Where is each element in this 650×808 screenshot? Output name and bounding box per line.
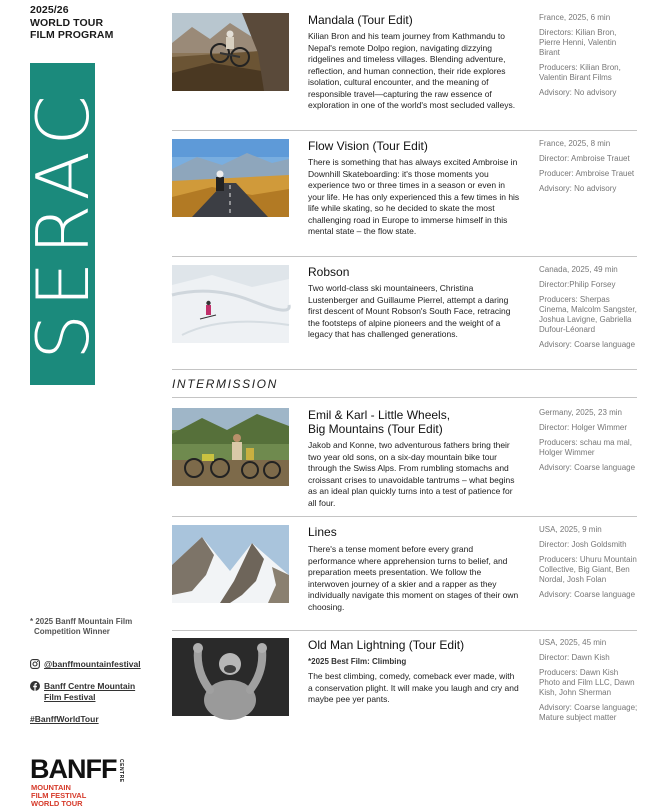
film-thumbnail-emil-karl — [172, 408, 289, 486]
film-thumbnail-mandala — [172, 13, 289, 91]
facebook-name-line2[interactable]: Film Festival — [44, 692, 96, 702]
film-meta — [539, 265, 639, 355]
program-line-film-program: FILM PROGRAM — [30, 29, 114, 41]
film-directors: Director:Philip Forsey — [539, 280, 616, 289]
film-thumbnail-flow-vision — [172, 139, 289, 217]
film-meta — [539, 525, 639, 605]
film-advisory: Advisory: Coarse language — [539, 340, 636, 349]
film-description: Two world-class ski mountaineers, Christina Lustenberger and Guillaume Pierrel, attempt a daring first descent of Mount Robson's South Face, retracing the footsteps of alpine pioneers and the weight of a legacy that has challenged generations. — [308, 283, 511, 339]
intermission-label: INTERMISSION — [172, 377, 278, 391]
film-advisory: Advisory: Coarse language — [539, 590, 636, 599]
instagram-icon — [30, 659, 40, 669]
film-directors: Director: Ambroise Trauet — [539, 154, 630, 163]
film-award-tag: *2025 Best Film: Climbing — [308, 657, 407, 666]
film-title — [308, 408, 518, 436]
instagram-link[interactable] — [30, 659, 141, 670]
logo-line-film-festival: FILM FESTIVAL — [31, 790, 87, 800]
logo-line-mountain: MOUNTAIN — [31, 783, 71, 792]
skier-mountain-photo — [172, 525, 289, 603]
instagram-handle[interactable]: @banffmountainfestival — [44, 659, 141, 669]
film-advisory: Advisory: No advisory — [539, 184, 617, 193]
film-producers: Producer: Ambroise Trauet — [539, 169, 635, 178]
divider — [172, 130, 637, 131]
film-title: Old Man Lightning (Tour Edit) — [308, 638, 465, 652]
film-origin: France, 2025, 6 min — [539, 13, 611, 22]
film-title: Mandala (Tour Edit) — [308, 13, 413, 27]
facebook-icon — [30, 681, 40, 691]
film-producers: Producers: Sherpas Cinema, Malcolm Sangster, Joshua Lavigne, Gabriella Dufour-Léonard — [539, 295, 637, 334]
film-thumbnail-lines — [172, 525, 289, 603]
film-title-line1: Emil & Karl - Little Wheels, — [308, 408, 451, 422]
facebook-link[interactable] — [30, 681, 135, 703]
film-description: Kilian Bron and his team journey from Kathmandu to Nepal's remote Dolpo region, navigating dizzying ridgelines and timeless villages. Blending adventure, reflection, and human connection, their ride explores isolation, cultural encounter, and the meaning of responsible travel—capturing the raw essence of exploration in one of the world's most secluded valleys. — [308, 31, 516, 110]
film-producers: Producers: schau ma mal, Holger Wimmer — [539, 438, 632, 457]
logo-line-world-tour: WORLD TOUR — [31, 798, 83, 808]
film-directors: Director: Dawn Kish — [539, 653, 610, 662]
climber-portrait-photo — [172, 638, 289, 716]
divider — [172, 369, 637, 370]
film-title: Lines — [308, 525, 337, 539]
winner-note-line2: Competition Winner — [34, 627, 110, 636]
film-meta — [539, 139, 639, 199]
hashtag-link[interactable] — [30, 714, 99, 725]
film-meta — [539, 638, 639, 728]
divider — [172, 630, 637, 631]
film-origin: USA, 2025, 45 min — [539, 638, 607, 647]
winner-note — [30, 617, 132, 637]
film-description: There is something that has always excited Ambroise in Downhill Skateboarding: it's those moments you experience two or three times in a season or even in your life. He has only experienced this a few times in his life while skating, so he decided to skate the most challenging road in Europe to immerse himself in this mental state – the flow state. — [308, 157, 520, 236]
film-directors: Director: Josh Goldsmith — [539, 540, 627, 549]
film-meta — [539, 13, 639, 103]
family-bike-tour-photo — [172, 408, 289, 486]
program-line-world-tour: WORLD TOUR — [30, 16, 104, 29]
film-origin: France, 2025, 8 min — [539, 139, 611, 148]
film-thumbnail-robson — [172, 265, 289, 343]
film-advisory: Advisory: Coarse language; Mature subject matter — [539, 703, 638, 722]
program-title-word: SERAC — [20, 88, 105, 360]
film-producers: Producers: Dawn Kish Photo and Film LLC, Dawn Kish, John Sherman — [539, 668, 635, 697]
film-title: Robson — [308, 265, 350, 279]
film-directors: Directors: Kilian Bron, Pierre Henni, Valentin Birant — [539, 28, 617, 57]
logo-centre: CENTRE — [118, 759, 124, 783]
program-header — [30, 4, 113, 42]
film-advisory: Advisory: Coarse language — [539, 463, 636, 472]
facebook-name-line1[interactable]: Banff Centre Mountain — [44, 681, 136, 691]
film-origin: Germany, 2025, 23 min — [539, 408, 623, 417]
film-description: There's a tense moment before every grand performance where apprehension turns to belief, and preparation meets presentation. We follow the interwoven journey of a skier and a rapper as they individually navigate this moment on stages of their own choosing. — [308, 544, 519, 612]
program-season: 2025/26 — [30, 4, 69, 16]
divider — [172, 397, 637, 398]
winner-note-line1: * 2025 Banff Mountain Film — [30, 617, 133, 626]
film-title: Flow Vision (Tour Edit) — [308, 139, 428, 153]
hashtag-text[interactable]: #BanffWorldTour — [30, 714, 99, 724]
film-description: Jakob and Konne, two adventurous fathers bring their two year old sons, on a six-day mountain bike tour through the Swiss Alps. From rumbling stomachs and croissant crises to unavoidable tantrums – what begins as an ideal plan quickly turns into a test of patience for all four. — [308, 440, 515, 508]
film-origin: USA, 2025, 9 min — [539, 525, 602, 534]
banff-logo — [30, 755, 140, 808]
mountain-bike-photo — [172, 13, 289, 91]
film-origin: Canada, 2025, 49 min — [539, 265, 618, 274]
film-meta — [539, 408, 639, 478]
logo-wordmark: BANFF — [30, 754, 117, 784]
program-title-block — [20, 63, 105, 385]
film-producers: Producers: Uhuru Mountain Collective, Big Giant, Ben Nordal, Josh Folan — [539, 555, 637, 584]
film-producers: Producers: Kilian Bron, Valentin Birant Films — [539, 63, 621, 82]
logo-subtitle — [31, 784, 86, 807]
skateboarding-photo — [172, 139, 289, 217]
film-advisory: Advisory: No advisory — [539, 88, 617, 97]
film-thumbnail-old-man-lightning — [172, 638, 289, 716]
film-description: The best climbing, comedy, comeback ever made, with a conservation plight. It will make you laugh and cry and maybe pee yer pants. — [308, 671, 519, 704]
divider — [172, 516, 637, 517]
film-title-line2: Big Mountains (Tour Edit) — [308, 422, 443, 436]
ski-mountaineering-photo — [172, 265, 289, 343]
film-directors: Director: Holger Wimmer — [539, 423, 628, 432]
divider — [172, 256, 637, 257]
